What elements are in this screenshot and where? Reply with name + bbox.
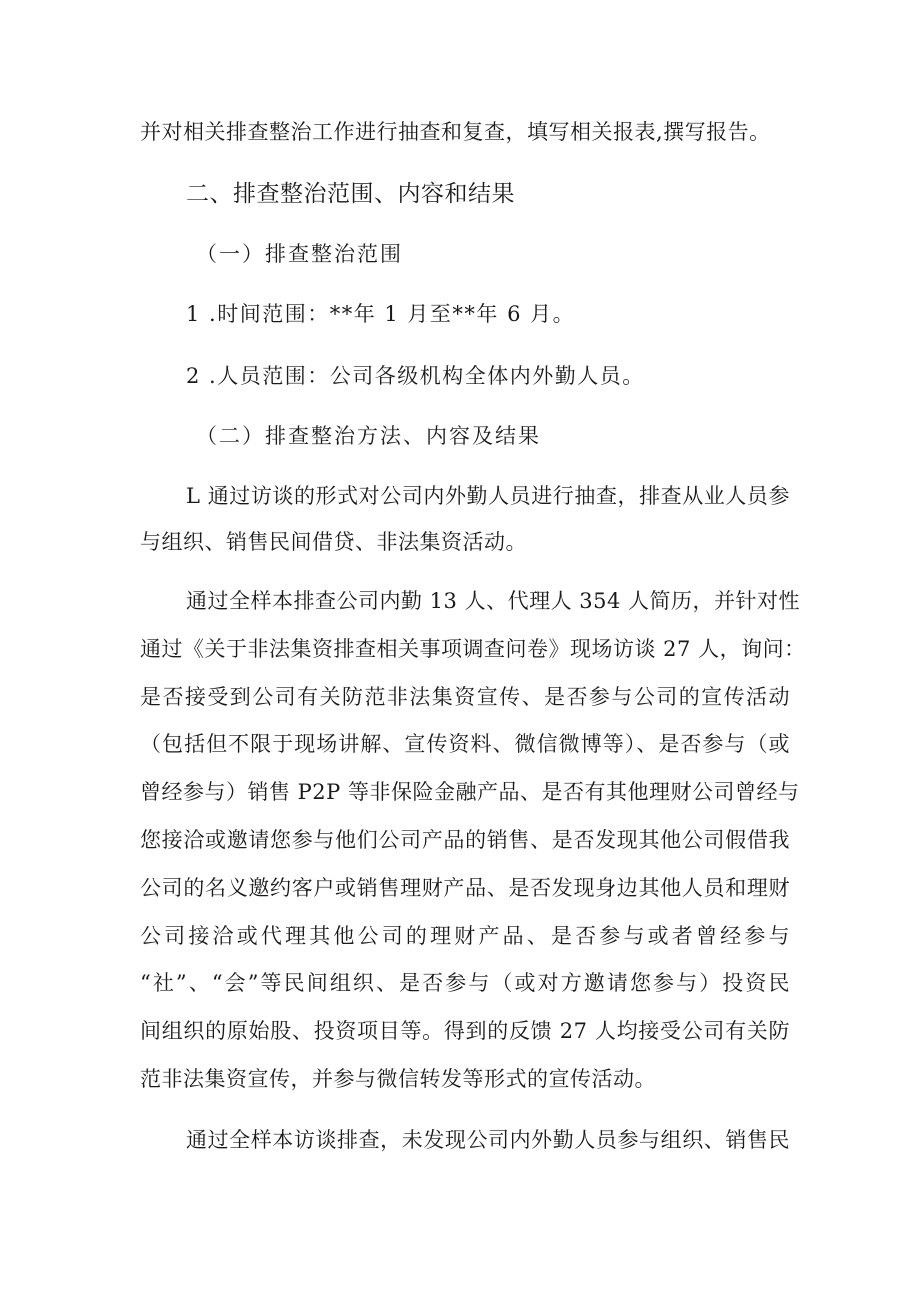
subsection-heading-scope: （一）排查整治范围 [196, 242, 403, 266]
paragraph-line: 与组织、销售民间借贷、非法集资活动。 [140, 530, 527, 554]
paragraph-line: 通过全样本排查公司内勤 13 人、代理人 354 人简历，并针对性 [186, 589, 801, 613]
paragraph-line: 公司的名义邀约客户或销售理财产品、是否发现身边其他人员和理财 [140, 876, 790, 900]
subsection-heading-methods: （二）排查整治方法、内容及结果 [196, 424, 541, 448]
paragraph-line: 曾经参与）销售 P2P 等非保险金融产品、是否有其他理财公司曾经与 [140, 780, 800, 804]
list-item-time-range: 1 .时间范围：**年 1 月至**年 6 月。 [186, 302, 576, 326]
section-heading: 二、排查整治范围、内容和结果 [186, 181, 515, 207]
paragraph-line: 公司接洽或代理其他公司的理财产品、是否参与或者曾经参与 [140, 924, 790, 948]
paragraph-line: 范非法集资宣传，并参与微信转发等形式的宣传活动。 [140, 1067, 656, 1091]
list-item-personnel-range: 2 .人员范围：公司各级机构全体内外勤人员。 [186, 364, 645, 388]
paragraph-line: 通过全样本访谈排查，未发现公司内外勤人员参与组织、销售民 [186, 1128, 790, 1152]
paragraph-line: 通过《关于非法集资排查相关事项调查问卷》现场访谈 27 人，询问： [140, 637, 806, 661]
paragraph-line: （包括但不限于现场讲解、宣传资料、微信微博等）、是否参与（或 [140, 732, 790, 756]
paragraph-line: 您接洽或邀请您参与他们公司产品的销售、是否发现其他公司假借我 [140, 828, 790, 852]
intro-line: 并对相关排查整治工作进行抽查和复查，填写相关报表,撰写报告。 [140, 120, 771, 144]
paragraph-line: “社”、“会”等民间组织、是否参与（或对方邀请您参与）投资民 [140, 971, 790, 995]
paragraph-line: 是否接受到公司有关防范非法集资宣传、是否参与公司的宣传活动 [140, 685, 790, 709]
paragraph-line: L 通过访谈的形式对公司内外勤人员进行抽查，排查从业人员参 [186, 484, 790, 508]
paragraph-line: 间组织的原始股、投资项目等。得到的反馈 27 人均接受公司有关防 [140, 1019, 790, 1043]
